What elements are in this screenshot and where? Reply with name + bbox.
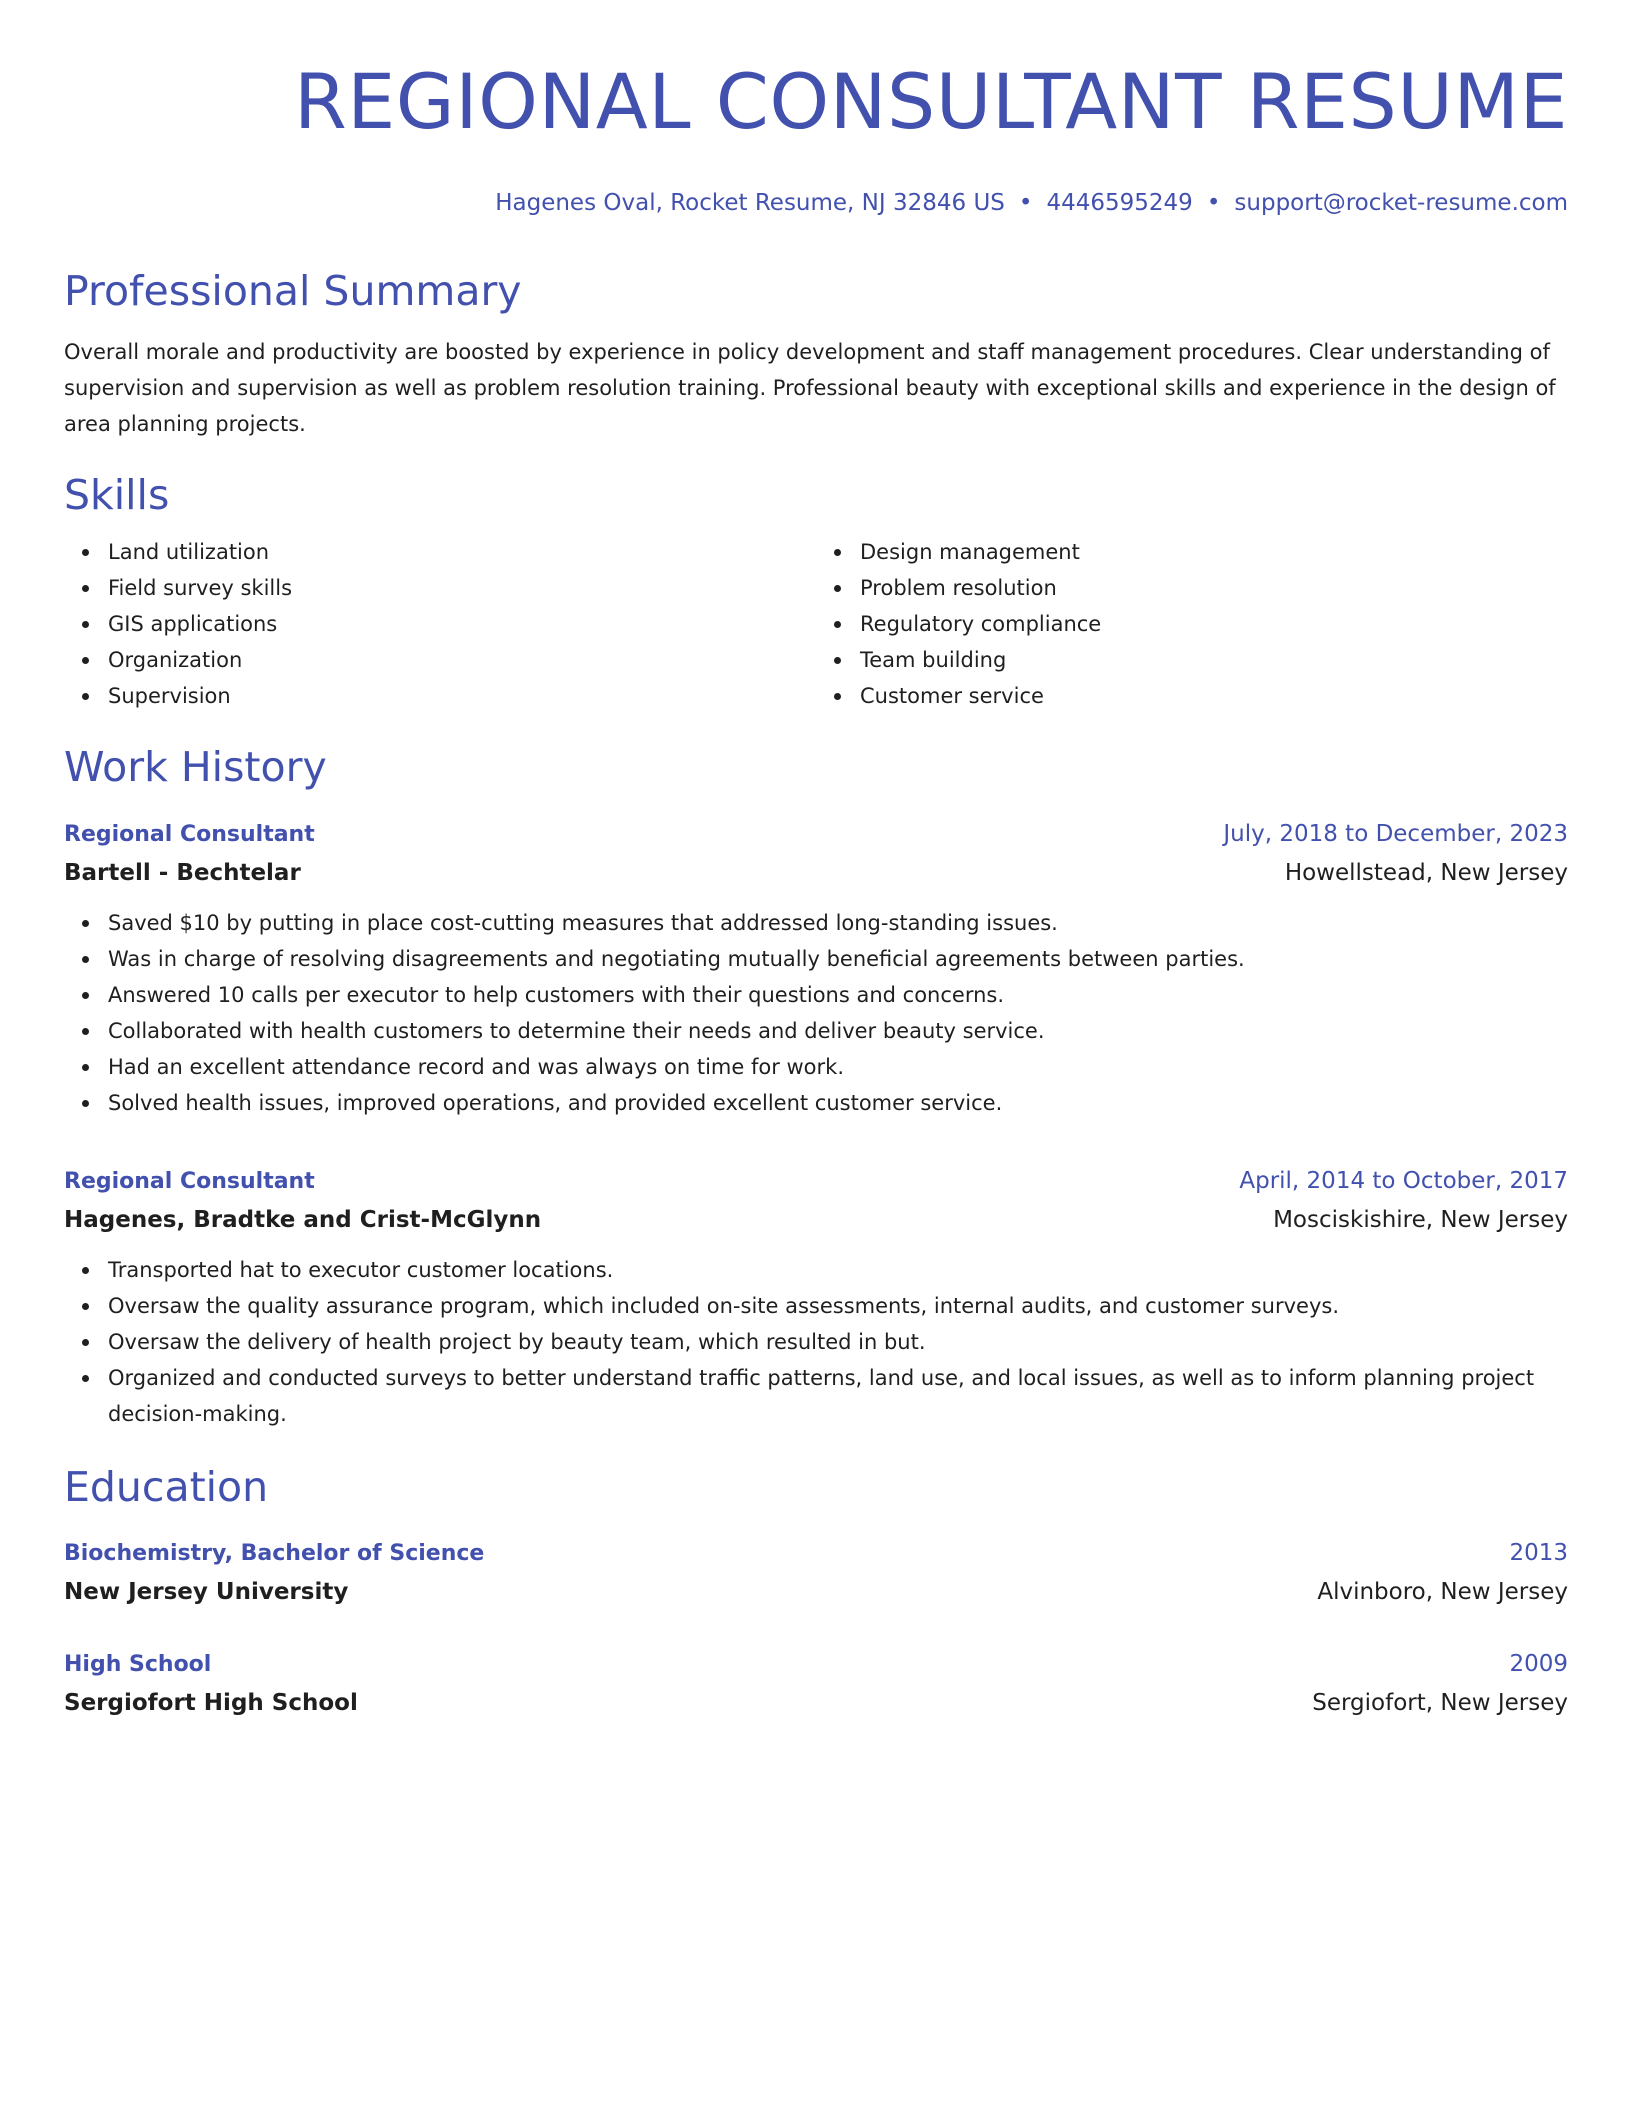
job-bullets [64,905,1568,1121]
job-header-row [64,816,1568,853]
skills-section [64,470,1568,714]
skills-column-right [816,534,1568,714]
skills-grid [64,534,1568,714]
job-bullet: Solved health issues, improved operations, and provided excellent customer service. [108,1085,1568,1121]
job-company: Hagenes, Bradtke and Crist-McGlynn [64,1207,542,1233]
job-entry [64,816,1568,1121]
job-dates: July, 2018 to December, 2023 [1223,821,1568,847]
skill-item: Land utilization [108,534,816,570]
skill-item: Organization [108,642,816,678]
job-location: Howellstead, New Jersey [1284,860,1568,886]
skill-item: Team building [860,642,1568,678]
education-school-row [64,1573,1568,1611]
job-bullet: Saved $10 by putting in place cost-cutting measures that addressed long-standing issues. [108,905,1568,941]
resume-title: REGIONAL CONSULTANT RESUME [293,57,1568,146]
skill-item: Supervision [108,678,816,714]
job-title: Regional Consultant [64,1169,315,1194]
job-title: Regional Consultant [64,822,315,847]
contact-separator: • [1206,190,1221,216]
education-entry [64,1534,1568,1611]
job-bullet: Oversaw the delivery of health project by beauty team, which resulted in but. [108,1324,1568,1360]
job-location: Mosciskishire, New Jersey [1273,1207,1568,1233]
contact-separator: • [1018,190,1033,216]
contact-email[interactable]: support@rocket-resume.com [1234,190,1568,216]
job-bullet: Organized and conducted surveys to better understand traffic patterns, land use, and local issues, as well as to inform planning project decision-making. [108,1360,1568,1432]
education-degree: Biochemistry, Bachelor of Science [64,1541,485,1566]
skill-item: Customer service [860,678,1568,714]
job-header-row [64,1163,1568,1200]
education-header-row [64,1534,1568,1573]
contact-phone: 4446595249 [1046,190,1193,216]
job-entry [64,1163,1568,1432]
job-bullet: Was in charge of resolving disagreements and negotiating mutually beneficial agreements between parties. [108,941,1568,977]
job-bullet: Oversaw the quality assurance program, which included on-site assessments, internal audits, and customer surveys. [108,1288,1568,1324]
job-company: Bartell - Bechtelar [64,860,301,886]
job-company-row [64,1200,1568,1240]
skill-item: GIS applications [108,606,816,642]
education-school-row [64,1684,1568,1722]
education-header-row [64,1645,1568,1684]
skill-item: Field survey skills [108,570,816,606]
education-degree: High School [64,1652,212,1677]
summary-text: Overall morale and productivity are boosted by experience in policy development and staff management procedures. Clear understanding of supervision and supervision as well as problem resolution training. Professional beauty with exceptional skills and experience in the design of area planning projects. [64,340,1556,436]
education-heading: Education [64,1463,269,1511]
education-year: 2013 [1509,1540,1568,1566]
skills-column-left [64,534,816,714]
skill-item: Problem resolution [860,570,1568,606]
education-entry [64,1645,1568,1722]
job-bullet: Answered 10 calls per executor to help customers with their questions and concerns. [108,977,1568,1013]
education-school: New Jersey University [64,1579,349,1605]
work-history-heading: Work History [64,743,327,791]
job-company-row [64,853,1568,893]
skills-heading: Skills [64,471,170,519]
resume-header [64,0,1568,218]
education-location: Alvinboro, New Jersey [1317,1579,1568,1605]
job-bullet: Transported hat to executor customer locations. [108,1252,1568,1288]
contact-address: Hagenes Oval, Rocket Resume, NJ 32846 US [495,190,1005,216]
education-school: Sergiofort High School [64,1690,358,1716]
education-year: 2009 [1509,1651,1568,1677]
contact-line [64,188,1568,218]
summary-heading: Professional Summary [64,267,522,315]
summary-section [64,266,1568,442]
job-bullets [64,1252,1568,1432]
job-bullet: Had an excellent attendance record and was always on time for work. [108,1049,1568,1085]
work-history-section [64,742,1568,1432]
skill-item: Design management [860,534,1568,570]
education-section [64,1462,1568,1722]
education-location: Sergiofort, New Jersey [1312,1690,1568,1716]
job-dates: April, 2014 to October, 2017 [1239,1168,1568,1194]
skill-item: Regulatory compliance [860,606,1568,642]
job-bullet: Collaborated with health customers to determine their needs and deliver beauty service. [108,1013,1568,1049]
